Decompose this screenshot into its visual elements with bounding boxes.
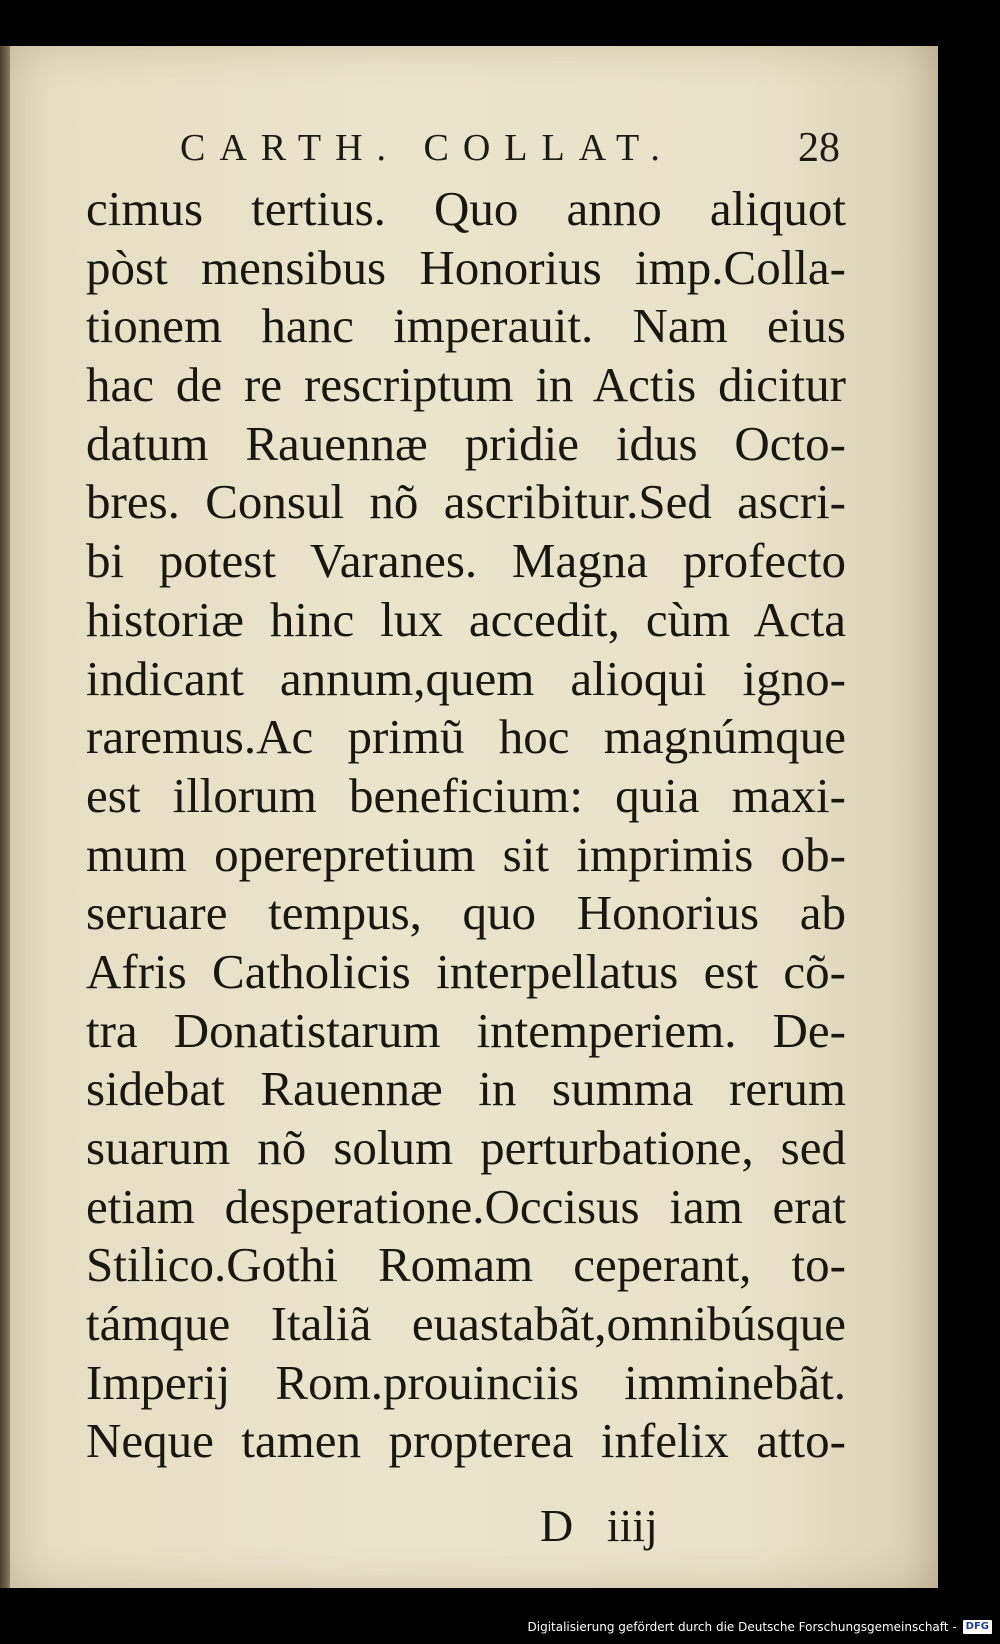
dfg-logo: DFG: [963, 1620, 992, 1634]
text-line: tionem hanc imperauit. Nam eius: [86, 298, 846, 354]
text-line: Stilico.Gothi Romam ceperant, to-: [86, 1237, 846, 1293]
text-line: Neque tamen propterea infelix atto-: [86, 1413, 846, 1469]
text-line: tra Donatistarum intemperiem. De-: [86, 1002, 846, 1058]
folio-number: 28: [798, 125, 840, 171]
text-line: suarum nõ solum perturbatione, sed: [86, 1120, 846, 1175]
running-title: CARTH. COLLAT.: [180, 127, 674, 169]
page-header: [180, 118, 840, 178]
text-line: Afris Catholicis interpellatus est cõ-: [86, 943, 846, 999]
text-line: est illorum beneficium: quia maxi-: [86, 767, 846, 823]
page-gutter-edge: [0, 46, 10, 1588]
text-line: bres. Consul nõ ascribitur.Sed ascri-: [86, 474, 846, 530]
signature-mark: D iiij: [540, 1500, 658, 1551]
text-line: bi potest Varanes. Magna profecto: [86, 533, 846, 589]
text-line: hac de re rescriptum in Actis dicitur: [86, 357, 846, 413]
text-line: cimus tertius. Quo anno aliquot: [86, 181, 846, 236]
text-line: Imperij Rom.prouinciis imminebãt.: [86, 1354, 846, 1410]
text-line: mum operepretium sit imprimis ob-: [86, 826, 846, 882]
text-line: támque Italiã euastabãt,omnibúsque: [86, 1296, 846, 1352]
text-line: seruare tempus, quo Honorius ab: [86, 885, 846, 941]
text-line: indicant annum,quem alioqui igno-: [86, 650, 846, 706]
text-line: raremus.Ac primũ hoc magnúmque: [86, 709, 846, 765]
text-line: sidebat Rauennæ in summa rerum: [86, 1061, 846, 1117]
text-line: etiam desperatione.Occisus iam erat: [86, 1178, 846, 1234]
body-text: [86, 180, 846, 1471]
text-line: historiæ hinc lux accedit, cùm Acta: [86, 591, 846, 647]
text-line: pòst mensibus Honorius imp.Colla-: [86, 239, 846, 295]
digitization-credit: [528, 1616, 993, 1638]
credit-text: Digitalisierung gefördert durch die Deutsche Forschungsgemeinschaft -: [527, 1620, 957, 1634]
text-line: datum Rauennæ pridie idus Octo-: [86, 415, 846, 471]
